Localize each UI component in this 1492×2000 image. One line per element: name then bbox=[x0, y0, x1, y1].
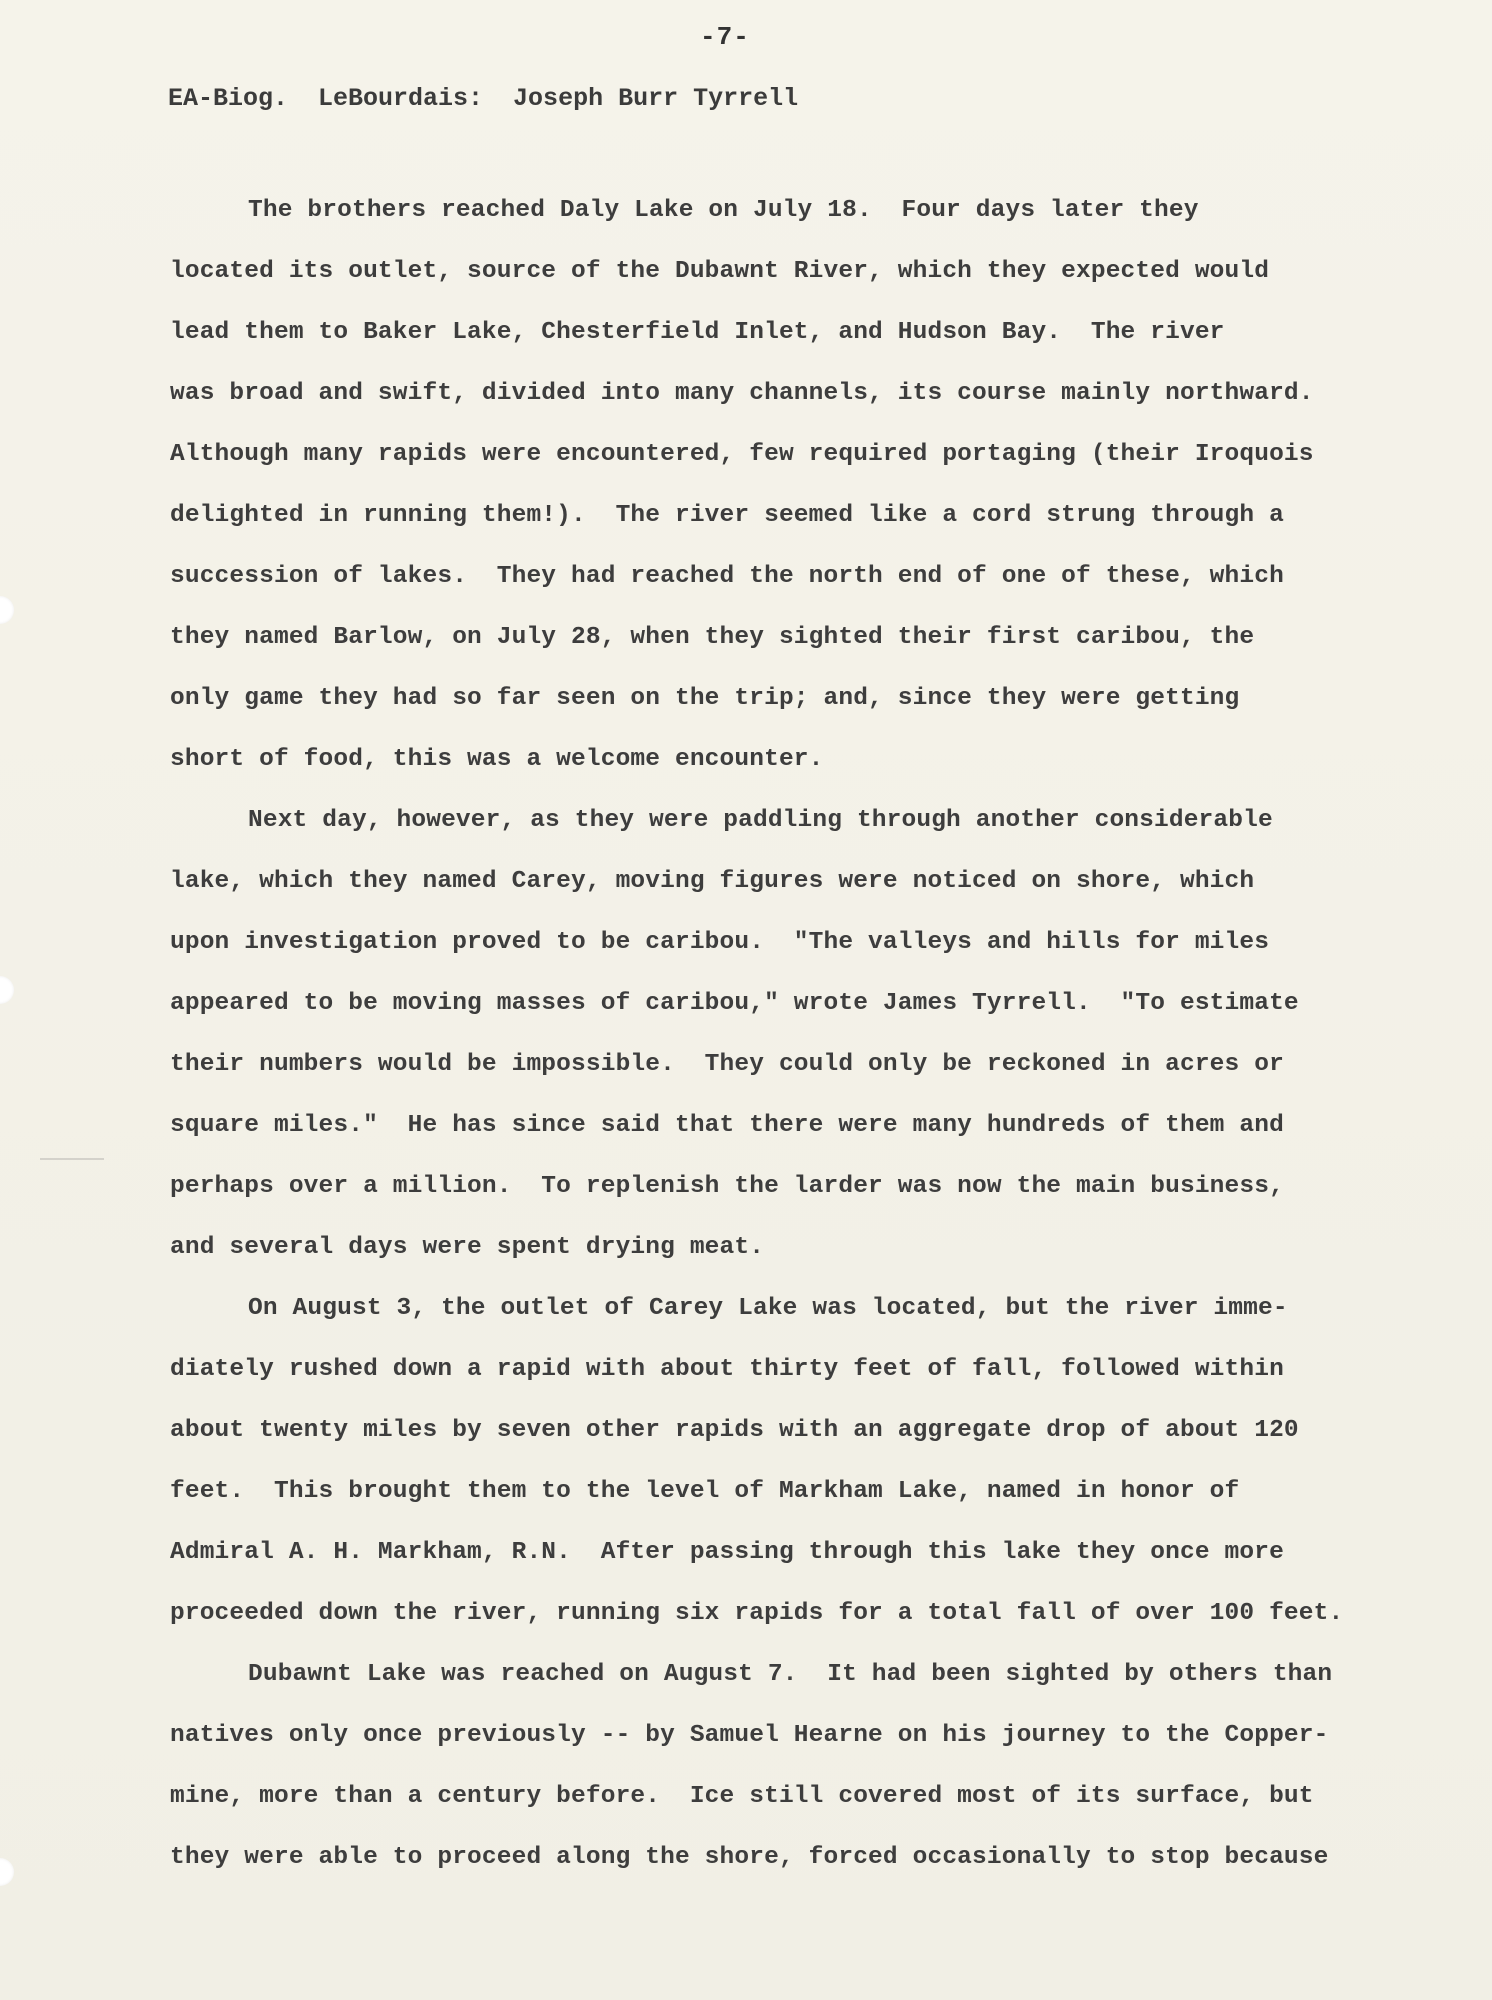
text-line: perhaps over a million. To replenish the larder was now the main business, bbox=[170, 1173, 1284, 1200]
text-line: they were able to proceed along the shore, forced occasionally to stop because bbox=[170, 1844, 1329, 1871]
document-header: EA-Biog. LeBourdais: Joseph Burr Tyrrell bbox=[168, 84, 799, 113]
text-line: lake, which they named Carey, moving figures were noticed on shore, which bbox=[170, 868, 1255, 895]
text-line: delighted in running them!). The river seemed like a cord strung through a bbox=[170, 502, 1284, 529]
text-line: their numbers would be impossible. They could only be reckoned in acres or bbox=[170, 1051, 1284, 1078]
punch-hole bbox=[0, 976, 14, 1004]
page-number: -7- bbox=[700, 22, 750, 52]
text-line: was broad and swift, divided into many channels, its course mainly northward. bbox=[170, 380, 1314, 407]
punch-hole bbox=[0, 1858, 14, 1886]
text-line: upon investigation proved to be caribou. "The valleys and hills for miles bbox=[170, 929, 1270, 956]
text-line: feet. This brought them to the level of Markham Lake, named in honor of bbox=[170, 1478, 1240, 1505]
body-text bbox=[170, 180, 1390, 1888]
text-line: Next day, however, as they were paddling through another considerable bbox=[248, 807, 1273, 834]
text-line: Admiral A. H. Markham, R.N. After passing through this lake they once more bbox=[170, 1539, 1284, 1566]
text-line: lead them to Baker Lake, Chesterfield Inlet, and Hudson Bay. The river bbox=[170, 319, 1225, 346]
text-line: appeared to be moving masses of caribou," wrote James Tyrrell. "To estimate bbox=[170, 990, 1299, 1017]
punch-hole bbox=[0, 596, 14, 624]
text-line: they named Barlow, on July 28, when they sighted their first caribou, the bbox=[170, 624, 1255, 651]
text-line: natives only once previously -- by Samuel Hearne on his journey to the Copper- bbox=[170, 1722, 1329, 1749]
text-line: The brothers reached Daly Lake on July 18. Four days later they bbox=[248, 197, 1199, 224]
text-line: diately rushed down a rapid with about thirty feet of fall, followed within bbox=[170, 1356, 1284, 1383]
text-line: located its outlet, source of the Dubawnt River, which they expected would bbox=[170, 258, 1270, 285]
text-line: and several days were spent drying meat. bbox=[170, 1234, 765, 1261]
text-line: only game they had so far seen on the trip; and, since they were getting bbox=[170, 685, 1240, 712]
text-line: succession of lakes. They had reached the north end of one of these, which bbox=[170, 563, 1284, 590]
text-line: short of food, this was a welcome encounter. bbox=[170, 746, 824, 773]
text-line: mine, more than a century before. Ice still covered most of its surface, but bbox=[170, 1783, 1314, 1810]
text-line: proceeded down the river, running six rapids for a total fall of over 100 feet. bbox=[170, 1600, 1344, 1627]
text-line: about twenty miles by seven other rapids with an aggregate drop of about 120 bbox=[170, 1417, 1299, 1444]
margin-mark bbox=[40, 1158, 104, 1160]
text-line: Dubawnt Lake was reached on August 7. It had been sighted by others than bbox=[248, 1661, 1333, 1688]
text-line: Although many rapids were encountered, few required portaging (their Iroquois bbox=[170, 441, 1314, 468]
text-line: square miles." He has since said that there were many hundreds of them and bbox=[170, 1112, 1284, 1139]
text-line: On August 3, the outlet of Carey Lake was located, but the river imme- bbox=[248, 1295, 1288, 1322]
